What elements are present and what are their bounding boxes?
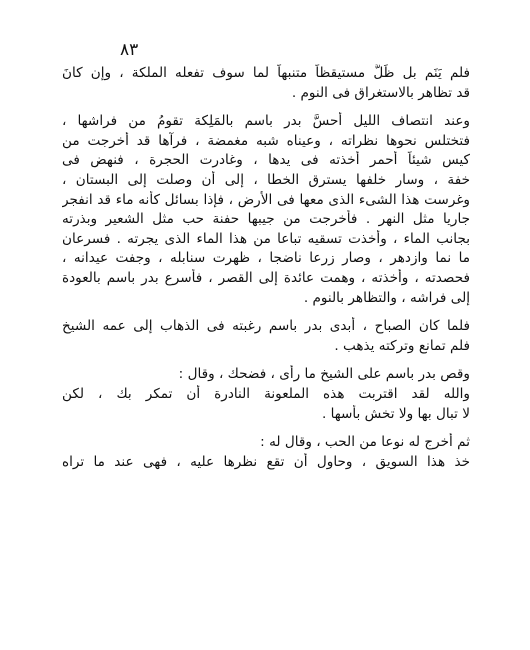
text-line: وغرست هذا الشىء الذى معها فى الأرض ، فإذا بسائل كأنه ماء قد انفجر xyxy=(62,191,470,208)
text-line: وعند انتصاف الليل أحسَّ بدر باسم بالمَلِكة تقومُ من فراشها ، xyxy=(62,113,470,130)
text-line: فلم يَنَم بل ظَلَّ مستيقظاً متنبهاً لما سوف تفعله الملكة ، وإن كانَ xyxy=(62,65,470,81)
paragraph xyxy=(62,433,470,472)
text-line: فلما كان الصباح ، أبدى بدر باسم رغبته فى الذهاب إلى عمه الشيخ xyxy=(62,318,470,335)
text-line: خفة ، وسار خلفها يسترق الخطا ، إلى أن وصلت إلى البستان ، xyxy=(62,171,470,188)
text-line: ثم أخرج له نوعا من الحب ، وقال له : xyxy=(260,434,470,451)
text-line: وقص بدر باسم على الشيخ ما رأى ، فضحك ، وقال : xyxy=(178,366,470,383)
text-line: جاريا مثل النهر . فأخرجت من جيبها حفنة حب مثل الشعير وبذرته xyxy=(62,211,470,228)
text-line: خذ هذا السويق ، وحاول أن تقع نظرها عليه ، فهى عند ما تراه xyxy=(62,453,470,470)
paragraph xyxy=(62,317,470,356)
text-line: كيس شيئاً أحمر أخذته فى يدها ، وغادرت الحجرة ، فنهض فى xyxy=(62,152,470,169)
text-line: ما نما وازدهر ، وصار زرعا ناضجا ، ظهرت سنابله ، وجفت عيدانه ، xyxy=(62,250,470,267)
text-line: إلى فراشه ، والتظاهر بالنوم . xyxy=(303,289,470,306)
text-line: والله لقد اقتربت هذه الملعونة النادرة أن تمكر بك ، لكن xyxy=(62,385,470,402)
page-number: ٨٣ xyxy=(120,40,139,60)
body-text xyxy=(62,64,470,472)
text-line: فتختلس نحوها نظراته ، وعيناه شبه مغمضة ، فرآها قد أخرجت من xyxy=(62,132,470,149)
paragraph xyxy=(62,64,470,103)
text-line: لا تبال بها ولا تخش بأسها . xyxy=(321,405,470,422)
paragraph xyxy=(62,112,470,308)
text-line: قد تظاهر بالاستغراق فى النوم . xyxy=(291,84,470,101)
text-line: بجانب الماء ، وأخذت تسقيه تباعا من هذا الماء الذى يجرته . فسرعان xyxy=(62,230,470,247)
text-line: فلم تمانع وتركته يذهب . xyxy=(334,337,470,354)
text-line: فحصدته ، وأخذته ، وهمت عائدة إلى القصر ، فأسرع بدر باسم بالعودة xyxy=(62,269,470,286)
paragraph xyxy=(62,365,470,424)
